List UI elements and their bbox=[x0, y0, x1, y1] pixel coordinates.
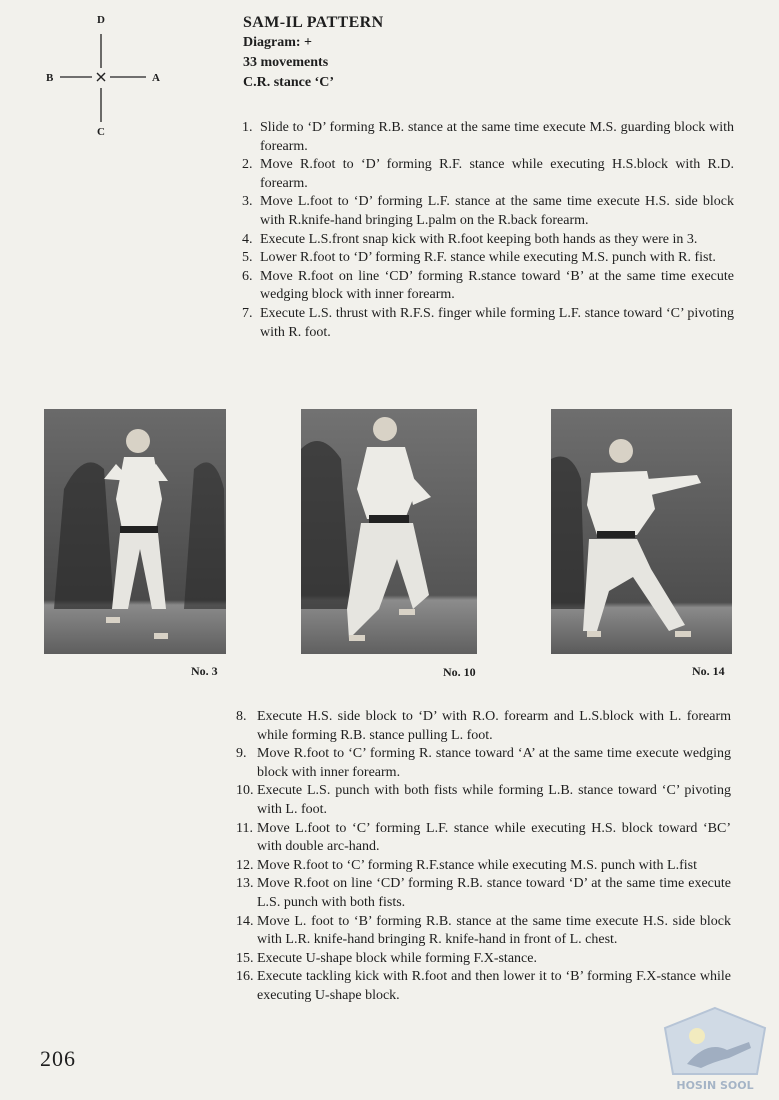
step-text: Execute tackling kick with R.foot and then lower it to ‘B’ forming F.X-stance while executing U-shape block. bbox=[257, 969, 731, 1003]
step-text: Move L. foot to ‘B’ forming R.B. stance at the same time execute H.S. side block with L.R. knife-hand bringing R. knife-hand in front of L. chest. bbox=[257, 913, 731, 948]
step-item bbox=[236, 913, 731, 950]
step-item bbox=[236, 875, 731, 912]
step-number: 7. bbox=[242, 305, 253, 321]
step-number: 16. bbox=[236, 969, 254, 985]
step-item bbox=[236, 782, 731, 819]
step-number: 14. bbox=[236, 913, 254, 929]
step-item bbox=[242, 268, 734, 305]
page-title: SAM-IL PATTERN bbox=[243, 14, 384, 31]
step-item bbox=[236, 708, 731, 745]
step-text: Move L.foot to ‘C’ forming L.F. stance while executing H.S. block toward ‘BC’ with double arc-hand. bbox=[257, 820, 731, 855]
photo-caption-no-3: No. 3 bbox=[191, 664, 218, 678]
step-item bbox=[236, 950, 731, 969]
itf-logo-icon bbox=[657, 1006, 773, 1080]
direction-label-c: C bbox=[97, 126, 105, 138]
diagram-label: Diagram: + bbox=[243, 35, 313, 50]
step-item bbox=[236, 820, 731, 857]
step-number: 9. bbox=[236, 746, 247, 762]
step-text: Move L.foot to ‘D’ forming L.F. stance at the same time execute H.S. side block with R.knife-hand bringing L.palm on the R.back forearm. bbox=[260, 194, 734, 228]
photo-no-14 bbox=[551, 409, 732, 654]
direction-label-d: D bbox=[97, 14, 105, 26]
step-text: Lower R.foot to ‘D’ forming R.F. stance while executing M.S. punch with R. fist. bbox=[260, 250, 716, 266]
step-number: 13. bbox=[236, 876, 254, 892]
ready-stance: C.R. stance ‘C’ bbox=[243, 75, 334, 90]
step-text: Execute L.S. punch with both fists while forming L.B. stance toward ‘C’ pivoting with L. foot. bbox=[257, 783, 731, 817]
step-text: Execute U-shape block while forming F.X-stance. bbox=[257, 950, 537, 966]
step-number: 8. bbox=[236, 709, 247, 724]
step-number: 5. bbox=[242, 250, 253, 266]
photo-caption-no-14: No. 14 bbox=[692, 664, 725, 678]
step-text: Move R.foot to ‘D’ forming R.F. stance while executing H.S.block with R.D. forearm. bbox=[260, 157, 734, 191]
step-number: 11. bbox=[236, 820, 253, 836]
step-text: Move R.foot to ‘C’ forming R.F.stance while executing M.S. punch with L.fist bbox=[257, 857, 697, 873]
steps-list-part1 bbox=[242, 119, 734, 342]
step-text: Move R.foot on line ‘CD’ forming R.B. stance toward ‘D’ at the same time execute L.S. punch with both fists. bbox=[257, 876, 731, 910]
photo-no-10 bbox=[301, 409, 477, 654]
step-number: 15. bbox=[236, 950, 254, 966]
step-item bbox=[242, 305, 734, 342]
direction-label-b: B bbox=[46, 72, 54, 84]
direction-label-a: A bbox=[152, 72, 160, 84]
step-item bbox=[236, 968, 731, 1005]
step-item bbox=[236, 857, 731, 876]
steps-list-part2 bbox=[236, 708, 731, 1006]
direction-diagram bbox=[40, 12, 170, 142]
step-text: Execute L.S. thrust with R.F.S. finger while forming L.F. stance toward ‘C’ pivoting with R. foot. bbox=[260, 305, 734, 340]
step-number: 10. bbox=[236, 783, 254, 799]
step-number: 2. bbox=[242, 157, 253, 173]
step-item bbox=[242, 231, 734, 250]
step-item bbox=[242, 193, 734, 230]
step-text: Slide to ‘D’ forming R.B. stance at the same time execute M.S. guarding block with forearm. bbox=[260, 120, 734, 154]
step-number: 12. bbox=[236, 857, 254, 873]
step-item bbox=[242, 249, 734, 268]
step-number: 4. bbox=[242, 231, 253, 247]
step-item bbox=[242, 156, 734, 193]
step-number: 1. bbox=[242, 120, 253, 135]
photo-no-3 bbox=[44, 409, 226, 654]
step-text: Move R.foot on line ‘CD’ forming R.stance toward ‘B’ at the same time execute wedging block with inner forearm. bbox=[260, 268, 734, 303]
step-number: 6. bbox=[242, 268, 253, 284]
step-item bbox=[236, 745, 731, 782]
cross-diagram-icon bbox=[40, 12, 170, 142]
hosin-sool-watermark bbox=[657, 1006, 773, 1096]
step-item bbox=[242, 119, 734, 156]
step-text: Execute H.S. side block to ‘D’ with R.O. forearm and L.S.block with L. forearm while forming R.B. stance pulling L. foot. bbox=[257, 709, 731, 743]
step-number: 3. bbox=[242, 194, 253, 210]
step-text: Move R.foot to ‘C’ forming R. stance toward ‘A’ at the same time execute wedging block with inner forearm. bbox=[257, 746, 731, 780]
photo-caption-no-10: No. 10 bbox=[443, 665, 476, 679]
page-number: 206 bbox=[40, 1046, 76, 1071]
watermark-text: HOSIN SOOL bbox=[676, 1079, 754, 1092]
movement-count: 33 movements bbox=[243, 55, 329, 70]
pattern-header bbox=[243, 14, 384, 95]
step-text: Execute L.S.front snap kick with R.foot keeping both hands as they were in 3. bbox=[260, 231, 698, 247]
